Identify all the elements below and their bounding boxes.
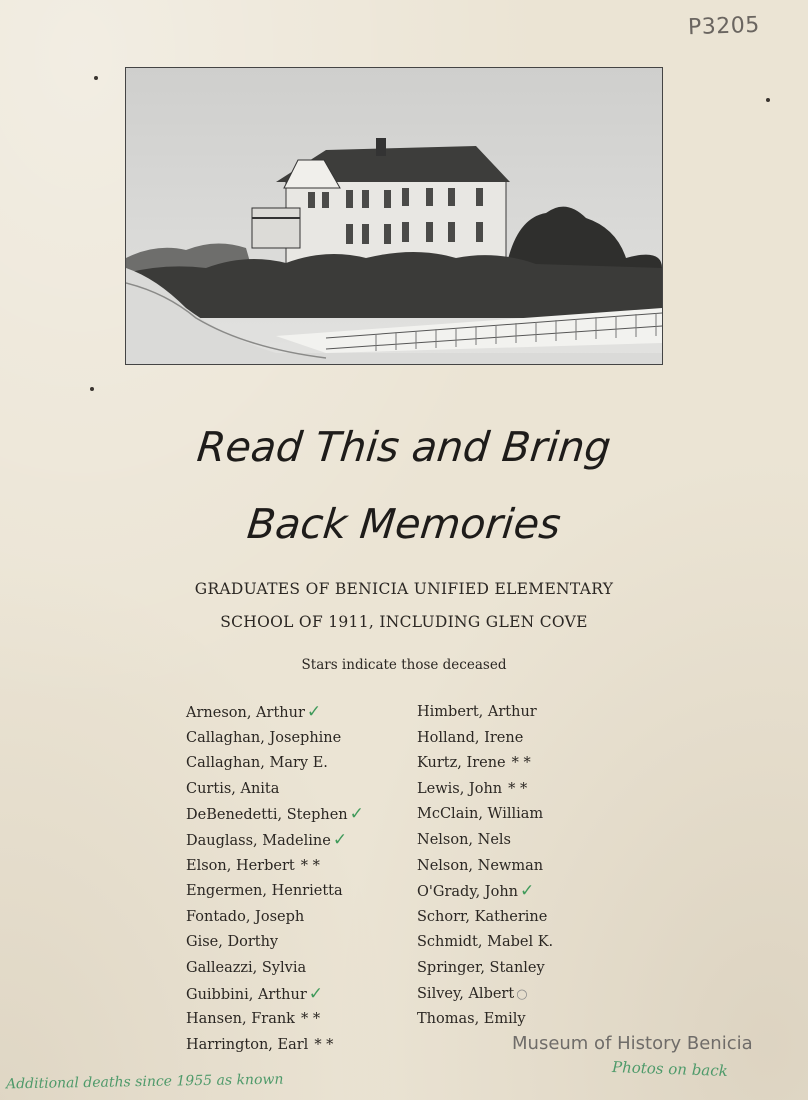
graduate-name: Schorr, Katherine	[417, 908, 548, 925]
graduate-name: Callaghan, Josephine	[186, 729, 342, 746]
graduate-entry	[417, 982, 553, 1008]
graduate-name: Nelson, Nels	[417, 831, 511, 848]
deceased-stars: * *	[508, 780, 528, 797]
graduate-name: McClain, William	[417, 806, 544, 823]
graduate-entry	[186, 879, 364, 905]
graduate-entry	[186, 956, 364, 982]
graduate-name: Nelson, Newman	[417, 857, 544, 874]
graduate-entry	[186, 854, 364, 880]
graduate-name: Holland, Irene	[417, 729, 524, 746]
pencil-check-mark: ✓	[308, 983, 324, 1004]
graduate-name: Gise, Dorthy	[186, 934, 279, 951]
graduate-name: Dauglass, Madeline	[186, 832, 331, 849]
graduate-name: Thomas, Emily	[417, 1011, 526, 1028]
pencil-check-mark: ✓	[520, 881, 535, 902]
graduate-entry	[186, 982, 364, 1008]
pin-hole	[766, 98, 770, 102]
graduate-entry	[186, 1033, 364, 1059]
graduate-name: Silvey, Albert	[417, 985, 515, 1002]
graduate-name: Springer, Stanley	[417, 959, 545, 976]
graduate-entry	[417, 905, 553, 931]
pencil-circle-mark: ○	[516, 986, 528, 1002]
pencil-check-mark: ✓	[306, 702, 322, 722]
graduate-entry	[186, 700, 364, 726]
archive-reference-number: P3205	[687, 12, 761, 41]
graduate-name: Hansen, Frank	[186, 1011, 295, 1028]
school-building-photo	[126, 68, 662, 364]
handwritten-note-photos: Photos on back	[611, 1057, 729, 1081]
graduate-entry	[417, 700, 553, 726]
graduate-entry	[186, 905, 364, 931]
graduate-entry	[186, 777, 364, 803]
deceased-stars: * *	[300, 1011, 321, 1028]
graduate-entry	[417, 751, 553, 777]
graduate-entry	[417, 879, 553, 905]
graduate-name: O'Grady, John	[417, 884, 519, 901]
graduate-name: Kurtz, Irene	[417, 755, 506, 772]
graduate-entry	[417, 930, 553, 956]
graduates-list-right	[417, 700, 553, 1033]
headline-line-1: Read This and Bring	[194, 423, 614, 471]
graduate-name: Himbert, Arthur	[417, 704, 537, 720]
graduate-entry	[417, 828, 553, 854]
graduate-name: Elson, Herbert	[186, 857, 295, 874]
graduate-name: DeBenedetti, Stephen	[186, 807, 348, 824]
graduate-entry	[417, 956, 553, 982]
deceased-stars: * *	[300, 857, 320, 874]
graduate-name: Harrington, Earl	[186, 1036, 309, 1053]
graduate-entry	[186, 726, 364, 752]
graduate-entry	[186, 930, 364, 956]
graduate-entry	[417, 726, 553, 752]
subhead-line-1: GRADUATES OF BENICIA UNIFIED ELEMENTARY	[194, 580, 614, 598]
headline-line-2: Back Memories	[244, 500, 564, 548]
pencil-check-mark: ✓	[332, 829, 348, 850]
graduate-name: Callaghan, Mary E.	[186, 755, 328, 772]
graduate-entry	[186, 828, 364, 854]
graduate-entry	[186, 751, 364, 777]
graduate-name: Lewis, John	[417, 780, 503, 797]
graduate-name: Schmidt, Mabel K.	[417, 934, 554, 951]
graduate-name: Fontado, Joseph	[186, 908, 305, 925]
graduates-list-left	[186, 700, 364, 1058]
graduate-entry	[417, 802, 553, 828]
pin-hole	[94, 76, 98, 80]
graduate-entry	[186, 1007, 364, 1033]
graduate-name: Curtis, Anita	[186, 780, 280, 797]
pencil-check-mark: ✓	[349, 804, 364, 825]
deceased-stars: * *	[314, 1036, 334, 1053]
subhead-line-2: SCHOOL OF 1911, INCLUDING GLEN COVE	[220, 613, 588, 631]
pin-hole	[90, 387, 94, 391]
graduate-entry	[186, 802, 364, 828]
graduate-name: Guibbini, Arthur	[186, 986, 307, 1003]
museum-watermark: Museum of History Benicia	[512, 1033, 753, 1054]
graduate-entry	[417, 854, 553, 880]
graduate-entry	[417, 1007, 553, 1033]
graduate-name: Galleazzi, Sylvia	[186, 959, 307, 976]
deceased-stars: * *	[511, 755, 531, 772]
graduate-name: Arneson, Arthur	[186, 705, 305, 721]
deceased-note: Stars indicate those deceased	[301, 657, 507, 673]
graduate-entry	[417, 777, 553, 803]
handwritten-note-deaths: Additional deaths since 1955 as known	[5, 1071, 284, 1093]
graduate-name: Engermen, Henrietta	[186, 883, 343, 900]
